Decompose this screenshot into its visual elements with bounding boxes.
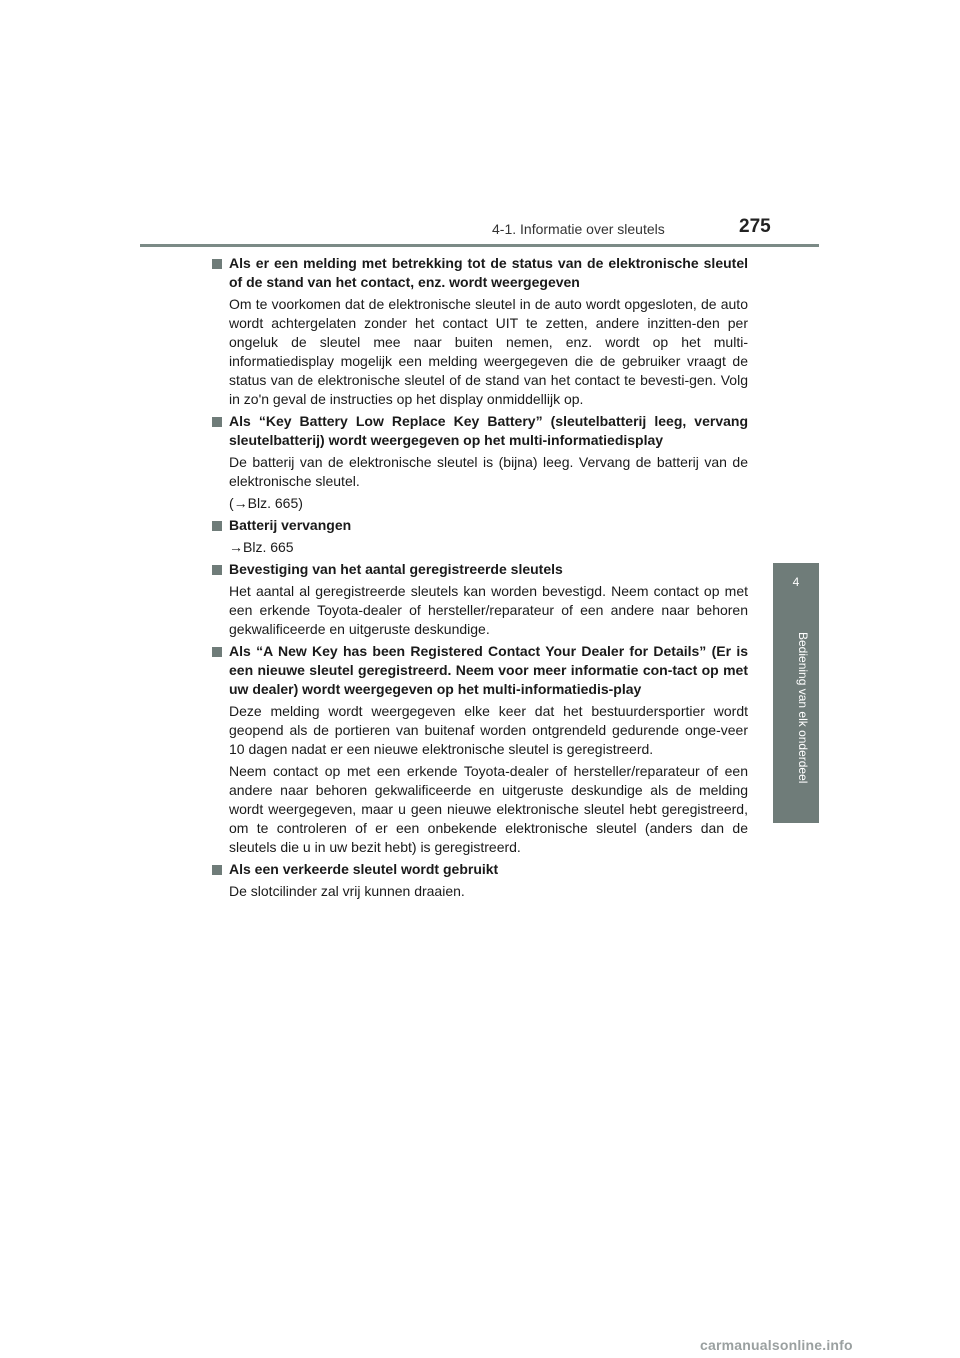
page-reference: (→Blz. 665): [229, 495, 303, 511]
entry-battery-replace: [212, 516, 748, 557]
entry-body: De slotcilinder zal vrij kunnen draaien.: [229, 883, 465, 899]
entry-key-battery-low: [212, 412, 748, 513]
chapter-label: Bediening van elk onderdeel: [796, 632, 810, 784]
square-bullet-icon: [212, 865, 222, 875]
square-bullet-icon: [212, 647, 222, 657]
entry-body: Het aantal al geregistreerde sleutels kan worden bevestigd. Neem contact op met een erkende Toyota-dealer of hersteller/reparateur of een andere naar behoren gekwalificeerde en uitgeruste deskundige.: [229, 583, 748, 637]
site-watermark: carmanualsonline.info: [700, 1337, 853, 1353]
entry-heading: Bevestiging van het aantal geregistreerde sleutels: [212, 560, 748, 579]
entry-heading: Als een verkeerde sleutel wordt gebruikt: [212, 860, 748, 879]
page-number: 275: [739, 216, 771, 237]
entry-new-key-registered: [212, 642, 748, 857]
page-reference: →Blz. 665: [229, 539, 294, 555]
entry-body: Deze melding wordt weergegeven elke keer dat het bestuurdersportier wordt geopend als de portieren van buitenaf worden ontgrendeld gedurende onge-veer 10 dagen nadat er een nieuwe elektronische sleutel is geregistreerd.: [229, 703, 748, 757]
entry-body: Om te voorkomen dat de elektronische sleutel in de auto wordt opgesloten, de auto wordt achtergelaten zonder het contact UIT te zetten, andere inzitten-den per ongeluk de sleutel mee naar buiten nemen, enz. wordt op het multi-informatiedisplay mogelijk een melding weergegeven die de gebruiker vraagt de status van de elektronische sleutel of de stand van het contact te bevesti-gen. Volg in zo'n geval de instructies op het display onmiddellijk op.: [229, 296, 748, 407]
entry-wrong-key: [212, 860, 748, 901]
square-bullet-icon: [212, 565, 222, 575]
chapter-number: 4: [792, 575, 800, 589]
header-section-title: 4-1. Informatie over sleutels: [492, 221, 665, 237]
entry-status-message: [212, 254, 748, 409]
entry-heading: Batterij vervangen: [212, 516, 748, 535]
entry-body-continued: Neem contact op met een erkende Toyota-dealer of hersteller/reparateur of een andere naar behoren gekwalificeerde en uitgeruste deskundige als de melding wordt weergegeven, maar u geen nieuwe elektronische sleutel hebt geregistreerd, om te controleren of er een onbekende elektronische sleutel (anders dan de sleutels die u in uw bezit hebt) is geregistreerd.: [229, 763, 748, 855]
header-rule: [140, 244, 819, 247]
entry-heading: Als “Key Battery Low Replace Key Battery” (sleutelbatterij leeg, vervang sleutelbatterij) wordt weergegeven op het multi-informatiedisplay: [212, 412, 748, 450]
entry-heading: Als “A New Key has been Registered Contact Your Dealer for Details” (Er is een nieuwe sleutel geregistreerd. Neem voor meer informatie con-tact op met uw dealer) wordt weergegeven op het multi-informatiedis-play: [212, 642, 748, 699]
square-bullet-icon: [212, 521, 222, 531]
entry-heading: Als er een melding met betrekking tot de status van de elektronische sleutel of de stand van het contact, enz. wordt weergegeven: [212, 254, 748, 292]
square-bullet-icon: [212, 417, 222, 427]
entry-registered-keys: [212, 560, 748, 639]
entry-body: De batterij van de elektronische sleutel is (bijna) leeg. Vervang de batterij van de elektronische sleutel.: [229, 454, 748, 489]
content-body: [212, 254, 748, 904]
square-bullet-icon: [212, 259, 222, 269]
